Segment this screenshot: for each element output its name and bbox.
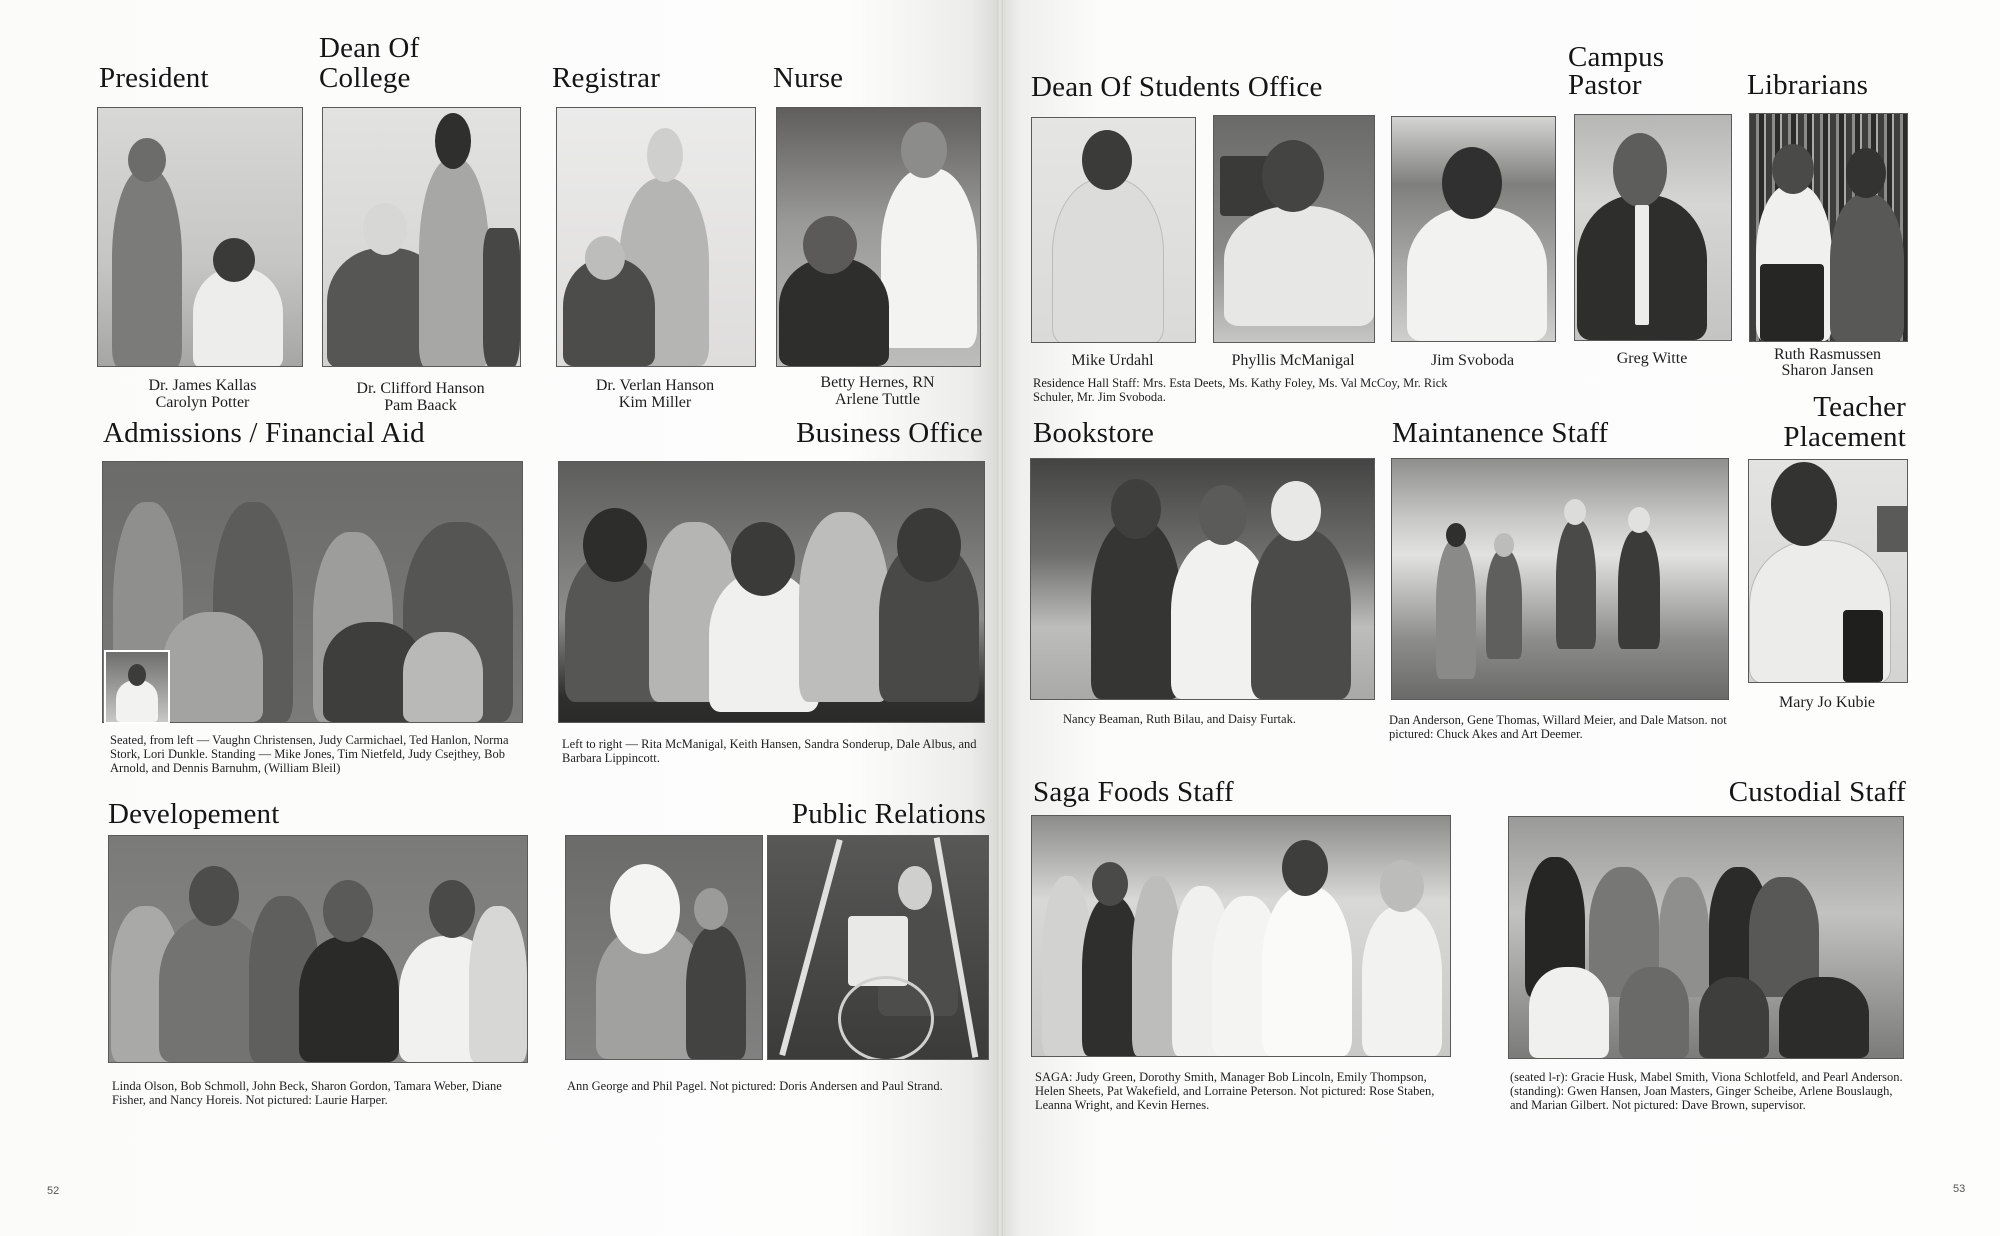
photo-president: [97, 107, 303, 367]
caption-residence-hall-staff: Residence Hall Staff: Mrs. Esta Deets, Ms. Kathy Foley, Ms. Val McCoy, Mr. Rick Schuler, Mr. Jim Svoboda.: [1033, 376, 1448, 404]
heading-president: President: [99, 62, 209, 94]
heading-business-office: Business Office: [796, 417, 983, 449]
photo-dean-students-2: [1213, 115, 1375, 343]
caption-dean-students-name-2: Phyllis McManigal: [1231, 352, 1355, 369]
photo-admissions-inset: [104, 650, 170, 724]
photo-maintenance: [1391, 458, 1729, 700]
photo-business-office: [558, 461, 985, 723]
heading-teacher-placement-1: Teacher: [1813, 391, 1906, 423]
heading-development: Developement: [108, 798, 280, 830]
caption-librarians-name-2: Sharon Jansen: [1781, 362, 1874, 379]
caption-registrar-name-2: Kim Miller: [618, 394, 692, 411]
heading-saga-foods: Saga Foods Staff: [1033, 776, 1234, 808]
caption-president-name-1: Dr. James Kallas: [148, 377, 257, 394]
caption-saga-foods: SAGA: Judy Green, Dorothy Smith, Manager Bob Lincoln, Emily Thompson, Helen Sheets, Pat Wakefield, and Lorraine Peterson. Not pictured: Rose Staben, Leanna Wright, and Kevin Hernes.: [1035, 1070, 1435, 1112]
caption-teacher-placement-name: Mary Jo Kubie: [1779, 694, 1875, 711]
caption-campus-pastor-name: Greg Witte: [1616, 350, 1688, 367]
photo-public-relations-1: [565, 835, 763, 1060]
photo-registrar: [556, 107, 756, 367]
heading-dean-of-college-1: Dean Of: [319, 32, 420, 64]
photo-dean-of-college: [322, 107, 521, 367]
caption-nurse-name-2: Arlene Tuttle: [835, 391, 920, 408]
photo-librarians: [1749, 113, 1908, 342]
page-number-right: 53: [1953, 1183, 1966, 1195]
caption-registrar-name-1: Dr. Verlan Hanson: [595, 377, 715, 394]
heading-dean-of-students: Dean Of Students Office: [1031, 71, 1323, 103]
caption-bookstore: Nancy Beaman, Ruth Bilau, and Daisy Furtak.: [1063, 712, 1296, 726]
heading-librarians: Librarians: [1747, 69, 1869, 101]
heading-dean-of-college-2: College: [319, 62, 411, 94]
book-gutter: [997, 0, 1003, 1236]
caption-nurse-name-1: Betty Hernes, RN: [820, 374, 935, 391]
caption-dean-students-name-1: Mike Urdahl: [1071, 352, 1154, 369]
heading-teacher-placement-2: Placement: [1783, 421, 1906, 453]
caption-public-relations: Ann George and Phil Pagel. Not pictured: Doris Andersen and Paul Strand.: [567, 1079, 943, 1093]
caption-dean-of-college-name-2: Pam Baack: [384, 397, 457, 414]
page-number-left: 52: [47, 1185, 60, 1197]
caption-custodial: (seated l-r): Gracie Husk, Mabel Smith, Viona Schlotfeld, and Pearl Anderson. (standing): Gwen Hansen, Joan Masters, Ginger Scheibe, Arlene Bouslaugh, and Marian Gilbert. Not pictured: Dave Brown, supervisor.: [1510, 1070, 1903, 1112]
caption-admissions: Seated, from left — Vaughn Christensen, Judy Carmichael, Ted Hanlon, Norma Stork, Lori Dunkle. Standing — Mike Jones, Tim Nietfeld, Judy Csejthey, Bob Arnold, and Dennis Barnuhm, (William Bleil): [110, 733, 509, 775]
heading-maintenance: Maintanence Staff: [1392, 417, 1609, 449]
photo-bookstore: [1030, 458, 1375, 700]
photo-dean-students-1: [1031, 117, 1196, 343]
heading-admissions: Admissions / Financial Aid: [103, 417, 425, 449]
heading-custodial: Custodial Staff: [1728, 776, 1906, 808]
heading-public-relations: Public Relations: [791, 798, 986, 830]
photo-public-relations-2: [767, 835, 989, 1060]
caption-dean-of-college-name-1: Dr. Clifford Hanson: [356, 380, 485, 397]
caption-librarians-name-1: Ruth Rasmussen: [1773, 346, 1882, 363]
photo-campus-pastor: [1574, 114, 1732, 341]
photo-nurse: [776, 107, 981, 367]
heading-nurse: Nurse: [773, 62, 844, 94]
photo-custodial: [1508, 816, 1904, 1059]
photo-saga-foods: [1031, 815, 1451, 1057]
heading-campus-pastor-2: Pastor: [1568, 69, 1642, 101]
photo-teacher-placement: [1748, 459, 1908, 683]
heading-bookstore: Bookstore: [1033, 417, 1155, 449]
heading-registrar: Registrar: [552, 62, 661, 94]
caption-dean-students-name-3: Jim Svoboda: [1430, 352, 1515, 369]
photo-development: [108, 835, 528, 1063]
caption-maintenance: Dan Anderson, Gene Thomas, Willard Meier, and Dale Matson. not pictured: Chuck Akes and Art Deemer.: [1389, 713, 1727, 741]
caption-president-name-2: Carolyn Potter: [155, 394, 250, 411]
caption-business-office: Left to right — Rita McManigal, Keith Hansen, Sandra Sonderup, Dale Albus, and Barbara Lippincott.: [562, 737, 977, 765]
heading-campus-pastor-1: Campus: [1568, 41, 1665, 73]
photo-dean-students-3: [1391, 116, 1556, 342]
caption-development: Linda Olson, Bob Schmoll, John Beck, Sharon Gordon, Tamara Weber, Diane Fisher, and Nancy Horeis. Not pictured: Laurie Harper.: [112, 1079, 502, 1107]
